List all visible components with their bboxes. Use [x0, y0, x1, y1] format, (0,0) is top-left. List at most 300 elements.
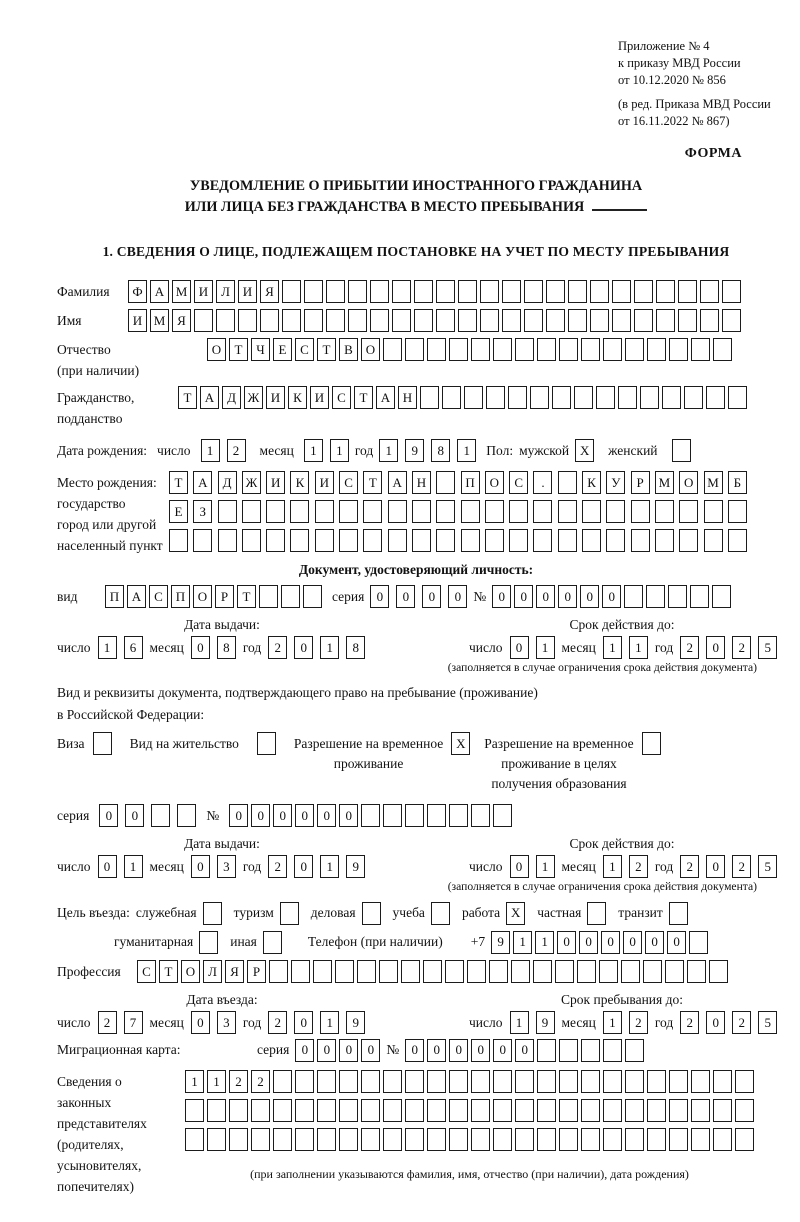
char-cell[interactable] — [709, 960, 728, 983]
char-cell[interactable] — [290, 529, 309, 552]
char-cell[interactable]: Т — [159, 960, 178, 983]
char-cell[interactable]: 8 — [346, 636, 365, 659]
char-cell[interactable] — [383, 338, 402, 361]
char-cell[interactable] — [679, 529, 698, 552]
char-cell[interactable] — [193, 529, 212, 552]
char-cell[interactable]: 0 — [317, 1039, 336, 1062]
char-cell[interactable] — [690, 585, 709, 608]
char-cell[interactable] — [317, 1128, 336, 1151]
char-cell[interactable] — [304, 309, 323, 332]
char-cell[interactable]: 2 — [98, 1011, 117, 1034]
char-cell[interactable]: 0 — [191, 1011, 210, 1034]
char-cell[interactable]: 0 — [471, 1039, 490, 1062]
char-cell[interactable]: Ф — [128, 280, 147, 303]
char-cell[interactable]: 1 — [513, 931, 532, 954]
char-cell[interactable] — [603, 1128, 622, 1151]
char-cell[interactable]: 1 — [629, 636, 648, 659]
char-cell[interactable]: 0 — [493, 1039, 512, 1062]
char-cell[interactable]: 0 — [492, 585, 511, 608]
char-cell[interactable]: 2 — [680, 636, 699, 659]
char-cell[interactable] — [643, 960, 662, 983]
char-cell[interactable] — [559, 1099, 578, 1122]
char-cell[interactable] — [383, 1099, 402, 1122]
char-cell[interactable]: 9 — [346, 1011, 365, 1034]
char-cell[interactable] — [449, 1128, 468, 1151]
char-cell[interactable]: 9 — [536, 1011, 555, 1034]
char-cell[interactable] — [370, 309, 389, 332]
char-cell[interactable]: 0 — [514, 585, 533, 608]
char-cell[interactable]: Т — [363, 471, 382, 494]
char-cell[interactable]: 0 — [370, 585, 389, 608]
char-cell[interactable] — [509, 529, 528, 552]
char-cell[interactable] — [304, 280, 323, 303]
char-cell[interactable] — [515, 1070, 534, 1093]
char-cell[interactable]: 2 — [268, 636, 287, 659]
char-cell[interactable]: Т — [237, 585, 256, 608]
char-cell[interactable] — [339, 529, 358, 552]
char-cell[interactable]: О — [181, 960, 200, 983]
char-cell[interactable] — [606, 500, 625, 523]
char-cell[interactable] — [414, 309, 433, 332]
char-cell[interactable] — [552, 386, 571, 409]
char-cell[interactable] — [691, 1099, 710, 1122]
char-cell[interactable] — [449, 1070, 468, 1093]
char-cell[interactable]: 0 — [295, 804, 314, 827]
char-cell[interactable] — [467, 960, 486, 983]
char-cell[interactable] — [722, 309, 741, 332]
char-cell[interactable]: Я — [225, 960, 244, 983]
char-cell[interactable] — [524, 280, 543, 303]
char-cell[interactable]: О — [193, 585, 212, 608]
char-cell[interactable] — [427, 1128, 446, 1151]
char-cell[interactable] — [524, 309, 543, 332]
char-cell[interactable] — [662, 386, 681, 409]
char-cell[interactable] — [655, 500, 674, 523]
char-cell[interactable] — [735, 1099, 754, 1122]
char-cell[interactable]: Р — [631, 471, 650, 494]
char-cell[interactable] — [218, 529, 237, 552]
char-cell[interactable]: 0 — [557, 931, 576, 954]
char-cell[interactable]: М — [150, 309, 169, 332]
char-cell[interactable] — [669, 1128, 688, 1151]
char-cell[interactable]: 1 — [201, 439, 220, 462]
char-cell[interactable] — [216, 309, 235, 332]
char-cell[interactable] — [436, 309, 455, 332]
char-cell[interactable] — [559, 1128, 578, 1151]
char-cell[interactable] — [621, 960, 640, 983]
char-cell[interactable] — [642, 732, 661, 755]
char-cell[interactable] — [436, 280, 455, 303]
char-cell[interactable] — [691, 1128, 710, 1151]
char-cell[interactable] — [691, 338, 710, 361]
char-cell[interactable]: 1 — [207, 1070, 226, 1093]
char-cell[interactable] — [259, 585, 278, 608]
char-cell[interactable] — [207, 1128, 226, 1151]
char-cell[interactable]: 0 — [191, 855, 210, 878]
char-cell[interactable] — [303, 585, 322, 608]
char-cell[interactable] — [379, 960, 398, 983]
char-cell[interactable]: И — [315, 471, 334, 494]
char-cell[interactable] — [590, 280, 609, 303]
char-cell[interactable] — [229, 1099, 248, 1122]
char-cell[interactable]: 1 — [536, 636, 555, 659]
char-cell[interactable] — [185, 1128, 204, 1151]
char-cell[interactable]: П — [105, 585, 124, 608]
char-cell[interactable]: 0 — [251, 804, 270, 827]
char-cell[interactable] — [436, 529, 455, 552]
char-cell[interactable] — [508, 386, 527, 409]
char-cell[interactable] — [315, 529, 334, 552]
char-cell[interactable]: 1 — [536, 855, 555, 878]
char-cell[interactable] — [493, 338, 512, 361]
char-cell[interactable] — [625, 1128, 644, 1151]
char-cell[interactable] — [436, 500, 455, 523]
char-cell[interactable] — [546, 309, 565, 332]
char-cell[interactable]: 3 — [217, 1011, 236, 1034]
char-cell[interactable]: 1 — [379, 439, 398, 462]
char-cell[interactable] — [603, 338, 622, 361]
char-cell[interactable]: 2 — [629, 1011, 648, 1034]
char-cell[interactable] — [568, 309, 587, 332]
char-cell[interactable] — [493, 1070, 512, 1093]
char-cell[interactable] — [485, 500, 504, 523]
char-cell[interactable]: О — [485, 471, 504, 494]
char-cell[interactable] — [706, 386, 725, 409]
char-cell[interactable] — [151, 804, 170, 827]
char-cell[interactable] — [665, 960, 684, 983]
char-cell[interactable]: 2 — [680, 855, 699, 878]
char-cell[interactable]: 1 — [320, 636, 339, 659]
char-cell[interactable] — [370, 280, 389, 303]
char-cell[interactable]: 0 — [99, 804, 118, 827]
char-cell[interactable] — [405, 338, 424, 361]
char-cell[interactable]: Ж — [242, 471, 261, 494]
char-cell[interactable] — [449, 804, 468, 827]
char-cell[interactable]: З — [193, 500, 212, 523]
char-cell[interactable]: И — [194, 280, 213, 303]
char-cell[interactable]: Б — [728, 471, 747, 494]
char-cell[interactable] — [537, 1128, 556, 1151]
char-cell[interactable] — [269, 960, 288, 983]
char-cell[interactable] — [348, 280, 367, 303]
char-cell[interactable] — [392, 309, 411, 332]
char-cell[interactable] — [357, 960, 376, 983]
char-cell[interactable] — [493, 804, 512, 827]
char-cell[interactable] — [691, 1070, 710, 1093]
char-cell[interactable] — [625, 1099, 644, 1122]
char-cell[interactable] — [669, 1099, 688, 1122]
char-cell[interactable]: Т — [169, 471, 188, 494]
char-cell[interactable] — [405, 1070, 424, 1093]
char-cell[interactable]: 2 — [229, 1070, 248, 1093]
char-cell[interactable]: 2 — [227, 439, 246, 462]
char-cell[interactable] — [315, 500, 334, 523]
char-cell[interactable]: С — [332, 386, 351, 409]
char-cell[interactable]: 1 — [535, 931, 554, 954]
purpose-checkbox[interactable] — [587, 902, 606, 925]
char-cell[interactable] — [436, 471, 455, 494]
char-cell[interactable]: 0 — [510, 636, 529, 659]
char-cell[interactable] — [537, 1099, 556, 1122]
char-cell[interactable]: Р — [247, 960, 266, 983]
char-cell[interactable] — [515, 338, 534, 361]
char-cell[interactable] — [383, 804, 402, 827]
char-cell[interactable] — [515, 1099, 534, 1122]
char-cell[interactable] — [634, 309, 653, 332]
char-cell[interactable] — [713, 1070, 732, 1093]
char-cell[interactable] — [339, 1099, 358, 1122]
char-cell[interactable]: О — [361, 338, 380, 361]
char-cell[interactable] — [442, 386, 461, 409]
char-cell[interactable] — [291, 960, 310, 983]
char-cell[interactable] — [361, 1099, 380, 1122]
char-cell[interactable]: 0 — [339, 804, 358, 827]
char-cell[interactable]: 1 — [320, 1011, 339, 1034]
char-cell[interactable] — [194, 309, 213, 332]
char-cell[interactable]: П — [171, 585, 190, 608]
char-cell[interactable]: У — [606, 471, 625, 494]
char-cell[interactable] — [581, 1039, 600, 1062]
char-cell[interactable] — [672, 439, 691, 462]
purpose-checkbox[interactable] — [669, 902, 688, 925]
char-cell[interactable]: Т — [354, 386, 373, 409]
char-cell[interactable] — [656, 280, 675, 303]
char-cell[interactable] — [700, 280, 719, 303]
char-cell[interactable]: 0 — [579, 931, 598, 954]
char-cell[interactable] — [684, 386, 703, 409]
char-cell[interactable] — [257, 732, 276, 755]
char-cell[interactable] — [295, 1099, 314, 1122]
char-cell[interactable]: 0 — [706, 855, 725, 878]
char-cell[interactable]: 0 — [295, 1039, 314, 1062]
char-cell[interactable]: И — [238, 280, 257, 303]
char-cell[interactable]: 2 — [268, 1011, 287, 1034]
char-cell[interactable] — [582, 529, 601, 552]
char-cell[interactable]: 1 — [185, 1070, 204, 1093]
char-cell[interactable] — [624, 585, 643, 608]
char-cell[interactable] — [647, 1070, 666, 1093]
char-cell[interactable] — [273, 1070, 292, 1093]
char-cell[interactable] — [713, 1099, 732, 1122]
char-cell[interactable] — [449, 1099, 468, 1122]
char-cell[interactable]: 0 — [294, 636, 313, 659]
char-cell[interactable] — [207, 1099, 226, 1122]
char-cell[interactable] — [401, 960, 420, 983]
char-cell[interactable] — [502, 280, 521, 303]
char-cell[interactable]: Ж — [244, 386, 263, 409]
char-cell[interactable]: Я — [260, 280, 279, 303]
char-cell[interactable] — [185, 1099, 204, 1122]
char-cell[interactable] — [509, 500, 528, 523]
char-cell[interactable] — [423, 960, 442, 983]
char-cell[interactable] — [713, 338, 732, 361]
char-cell[interactable]: 1 — [603, 855, 622, 878]
char-cell[interactable]: 0 — [645, 931, 664, 954]
char-cell[interactable] — [647, 1099, 666, 1122]
char-cell[interactable]: 0 — [706, 636, 725, 659]
char-cell[interactable]: И — [266, 386, 285, 409]
char-cell[interactable] — [471, 1128, 490, 1151]
char-cell[interactable]: 0 — [667, 931, 686, 954]
char-cell[interactable] — [326, 280, 345, 303]
char-cell[interactable] — [669, 1070, 688, 1093]
char-cell[interactable] — [388, 529, 407, 552]
purpose-checkbox[interactable] — [280, 902, 299, 925]
char-cell[interactable] — [412, 529, 431, 552]
char-cell[interactable] — [647, 1128, 666, 1151]
char-cell[interactable] — [559, 1070, 578, 1093]
char-cell[interactable] — [537, 1039, 556, 1062]
char-cell[interactable]: 0 — [515, 1039, 534, 1062]
char-cell[interactable] — [655, 529, 674, 552]
char-cell[interactable]: И — [310, 386, 329, 409]
char-cell[interactable] — [631, 500, 650, 523]
char-cell[interactable] — [582, 500, 601, 523]
char-cell[interactable]: 5 — [758, 636, 777, 659]
char-cell[interactable] — [687, 960, 706, 983]
char-cell[interactable] — [449, 338, 468, 361]
char-cell[interactable] — [493, 1128, 512, 1151]
char-cell[interactable] — [546, 280, 565, 303]
char-cell[interactable] — [445, 960, 464, 983]
char-cell[interactable] — [678, 280, 697, 303]
char-cell[interactable]: 0 — [98, 855, 117, 878]
char-cell[interactable] — [238, 309, 257, 332]
char-cell[interactable] — [603, 1070, 622, 1093]
char-cell[interactable]: 0 — [602, 585, 621, 608]
char-cell[interactable]: Ч — [251, 338, 270, 361]
char-cell[interactable] — [735, 1128, 754, 1151]
char-cell[interactable]: 8 — [431, 439, 450, 462]
char-cell[interactable] — [656, 309, 675, 332]
char-cell[interactable]: 0 — [510, 855, 529, 878]
char-cell[interactable] — [612, 309, 631, 332]
char-cell[interactable]: 0 — [361, 1039, 380, 1062]
char-cell[interactable]: А — [200, 386, 219, 409]
char-cell[interactable]: Д — [218, 471, 237, 494]
char-cell[interactable]: К — [582, 471, 601, 494]
char-cell[interactable] — [704, 500, 723, 523]
char-cell[interactable] — [728, 386, 747, 409]
char-cell[interactable] — [480, 309, 499, 332]
char-cell[interactable]: . — [533, 471, 552, 494]
char-cell[interactable] — [558, 529, 577, 552]
char-cell[interactable]: 0 — [273, 804, 292, 827]
char-cell[interactable] — [577, 960, 596, 983]
char-cell[interactable] — [606, 529, 625, 552]
char-cell[interactable] — [537, 1070, 556, 1093]
char-cell[interactable] — [625, 1039, 644, 1062]
char-cell[interactable] — [558, 471, 577, 494]
char-cell[interactable] — [581, 1099, 600, 1122]
char-cell[interactable]: Л — [216, 280, 235, 303]
char-cell[interactable] — [735, 1070, 754, 1093]
char-cell[interactable]: 9 — [346, 855, 365, 878]
char-cell[interactable] — [647, 338, 666, 361]
char-cell[interactable] — [596, 386, 615, 409]
char-cell[interactable] — [266, 529, 285, 552]
char-cell[interactable] — [668, 585, 687, 608]
char-cell[interactable]: 0 — [294, 1011, 313, 1034]
char-cell[interactable] — [290, 500, 309, 523]
char-cell[interactable] — [603, 1039, 622, 1062]
char-cell[interactable] — [646, 585, 665, 608]
char-cell[interactable]: 2 — [251, 1070, 270, 1093]
char-cell[interactable] — [700, 309, 719, 332]
char-cell[interactable] — [689, 931, 708, 954]
char-cell[interactable] — [590, 309, 609, 332]
char-cell[interactable] — [515, 1128, 534, 1151]
char-cell[interactable]: 7 — [124, 1011, 143, 1034]
char-cell[interactable] — [251, 1128, 270, 1151]
char-cell[interactable]: X — [451, 732, 470, 755]
char-cell[interactable]: 0 — [449, 1039, 468, 1062]
char-cell[interactable] — [363, 500, 382, 523]
char-cell[interactable]: 0 — [317, 804, 336, 827]
char-cell[interactable]: С — [339, 471, 358, 494]
char-cell[interactable] — [427, 338, 446, 361]
char-cell[interactable] — [93, 732, 112, 755]
char-cell[interactable] — [625, 338, 644, 361]
char-cell[interactable] — [486, 386, 505, 409]
char-cell[interactable] — [281, 585, 300, 608]
purpose-checkbox[interactable] — [362, 902, 381, 925]
char-cell[interactable] — [295, 1128, 314, 1151]
char-cell[interactable]: 1 — [304, 439, 323, 462]
char-cell[interactable]: 8 — [217, 636, 236, 659]
purpose-checkbox[interactable] — [431, 902, 450, 925]
char-cell[interactable]: 0 — [294, 855, 313, 878]
char-cell[interactable]: 2 — [680, 1011, 699, 1034]
char-cell[interactable] — [414, 280, 433, 303]
char-cell[interactable] — [558, 500, 577, 523]
char-cell[interactable] — [533, 960, 552, 983]
char-cell[interactable]: 0 — [706, 1011, 725, 1034]
char-cell[interactable] — [273, 1128, 292, 1151]
char-cell[interactable]: 2 — [732, 855, 751, 878]
char-cell[interactable] — [361, 804, 380, 827]
char-cell[interactable]: 1 — [510, 1011, 529, 1034]
char-cell[interactable] — [581, 1070, 600, 1093]
char-cell[interactable] — [388, 500, 407, 523]
char-cell[interactable] — [599, 960, 618, 983]
char-cell[interactable] — [712, 585, 731, 608]
char-cell[interactable] — [471, 338, 490, 361]
char-cell[interactable] — [612, 280, 631, 303]
char-cell[interactable] — [533, 529, 552, 552]
char-cell[interactable]: Т — [178, 386, 197, 409]
char-cell[interactable] — [713, 1128, 732, 1151]
char-cell[interactable] — [282, 309, 301, 332]
char-cell[interactable] — [412, 500, 431, 523]
char-cell[interactable] — [427, 804, 446, 827]
char-cell[interactable]: Е — [169, 500, 188, 523]
purpose-checkbox[interactable] — [199, 931, 218, 954]
char-cell[interactable] — [678, 309, 697, 332]
char-cell[interactable]: 0 — [422, 585, 441, 608]
char-cell[interactable]: 9 — [405, 439, 424, 462]
char-cell[interactable] — [471, 804, 490, 827]
char-cell[interactable] — [555, 960, 574, 983]
char-cell[interactable] — [559, 338, 578, 361]
char-cell[interactable]: 1 — [124, 855, 143, 878]
char-cell[interactable] — [260, 309, 279, 332]
char-cell[interactable] — [480, 280, 499, 303]
char-cell[interactable] — [722, 280, 741, 303]
char-cell[interactable] — [461, 500, 480, 523]
char-cell[interactable] — [574, 386, 593, 409]
char-cell[interactable]: 0 — [396, 585, 415, 608]
